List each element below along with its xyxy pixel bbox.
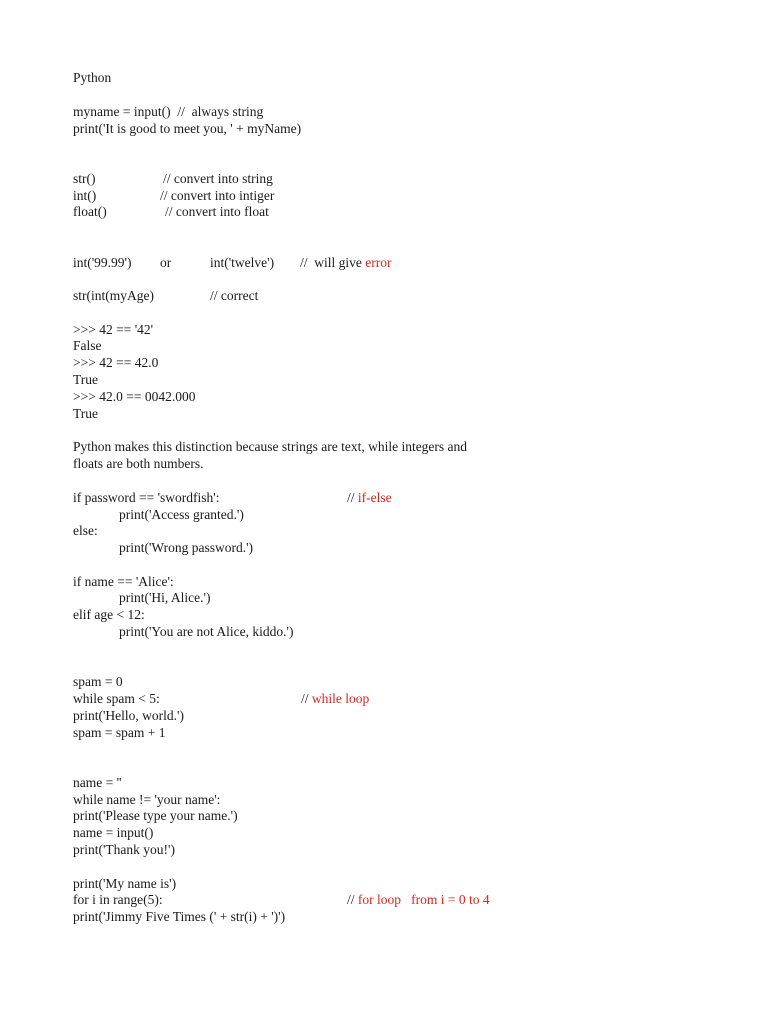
while2-line: print('Please type your name.') [73,808,238,823]
code-text: str() [73,171,96,186]
ifelse-line: print('Wrong password.') [119,540,254,555]
code-text: int('twelve') [210,255,275,270]
repl-line: True [73,406,99,421]
comment-text: // convert into float [165,204,269,219]
or-text: or [160,255,172,270]
elif-line: elif age < 12: [73,607,145,622]
elif-line: print('Hi, Alice.') [119,590,211,605]
repl-line: False [73,338,102,353]
while2-line: name = '' [73,775,122,790]
code-text: if password == 'swordfish': [73,490,220,505]
for-highlight: for loop from i = 0 to 4 [357,892,490,907]
error-highlight: error [365,255,392,270]
repl-line: >>> 42 == 42.0 [73,355,159,370]
ifelse-line: else: [73,523,98,538]
comment-text: // correct [210,288,259,303]
comment-text: // convert into string [163,171,273,186]
while-line: spam = spam + 1 [73,725,166,740]
while2-line: while name != 'your name': [73,792,221,807]
comment-text [347,489,392,506]
repl-line: >>> 42 == '42' [73,322,154,337]
comment-text [300,254,391,271]
comment-prefix: // [347,490,358,505]
while-line: print('Hello, world.') [73,708,184,723]
ifelse-highlight: if-else [357,490,392,505]
correct-line [73,287,259,304]
comment-text [301,690,369,707]
ifelse-line: print('Access granted.') [119,507,244,522]
elif-line: print('You are not Alice, kiddo.') [119,624,294,639]
code-text: int('99.99') [73,255,132,270]
while2-line: print('Thank you!') [73,842,175,857]
code-text: for i in range(5): [73,892,163,907]
paragraph-line: floats are both numbers. [73,456,204,471]
repl-line: >>> 42.0 == 0042.000 [73,389,196,404]
ifelse-line [73,489,392,506]
print-line: print('It is good to meet you, ' + myName) [73,121,302,136]
elif-line: if name == 'Alice': [73,574,174,589]
code-text: while spam < 5: [73,691,160,706]
for-line: print('My name is') [73,876,177,891]
while2-line: name = input() [73,825,154,840]
comment-prefix: // [347,892,358,907]
for-line [73,891,490,908]
conversion-line [73,187,275,204]
input-line: myname = input() // always string [73,104,264,119]
error-line [73,254,392,271]
for-line: print('Jimmy Five Times (' + str(i) + ')') [73,909,286,924]
paragraph-line: Python makes this distinction because strings are text, while integers and [73,439,468,454]
comment-text: // convert into intiger [160,188,275,203]
code-text: str(int(myAge) [73,288,154,303]
comment-prefix: // will give [300,255,366,270]
code-text: int() [73,188,97,203]
comment-prefix: // [301,691,312,706]
conversion-line [73,170,273,187]
repl-line: True [73,372,99,387]
code-text: float() [73,204,107,219]
comment-text [347,891,490,908]
doc-title: Python [73,70,112,85]
while-line: spam = 0 [73,674,123,689]
while-highlight: while loop [311,691,370,706]
conversion-line [73,203,269,220]
while-line [73,690,370,707]
